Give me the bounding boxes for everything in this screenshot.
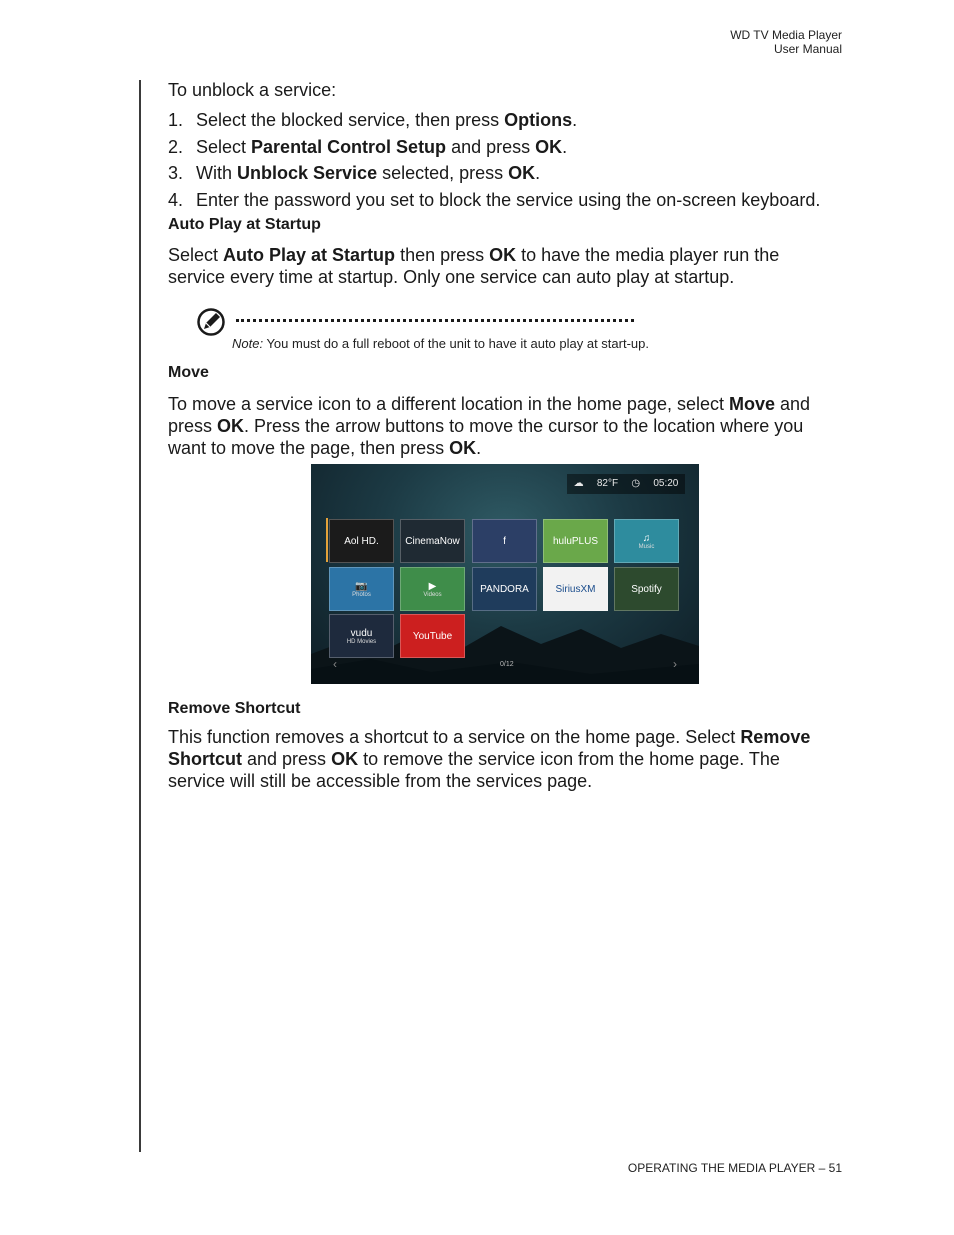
service-tile-label: PANDORA [480, 583, 529, 595]
weather-temp: 82°F [596, 478, 619, 489]
service-tile-label: 📷 [355, 580, 368, 592]
step-text: . [572, 110, 578, 130]
status-bar [567, 474, 685, 494]
service-tile[interactable] [400, 614, 465, 658]
chevron-left-icon[interactable]: ‹ [333, 657, 337, 671]
header-doc: User Manual [773, 42, 842, 56]
service-tile-caption: HD Movies [346, 638, 377, 645]
step-number: 1. [168, 110, 184, 130]
step-4 [168, 189, 838, 211]
page-indicator: 0/12 [500, 661, 514, 668]
step-text: and press [446, 136, 536, 157]
autoplay-paragraph: Select Auto Play at Startup then press OK to have the media player run the service every time at startup. Only one service can auto play at startup. [168, 245, 780, 287]
service-tile-label: SiriusXM [555, 583, 596, 595]
home-screen-screenshot [311, 464, 699, 684]
chevron-right-icon[interactable]: › [673, 657, 677, 671]
service-tile[interactable] [400, 567, 465, 611]
service-tile[interactable] [400, 519, 465, 563]
main-content [168, 78, 838, 792]
service-tile-label: CinemaNow [405, 535, 460, 547]
step-number: 2. [168, 136, 184, 157]
service-tile-caption: Music [638, 543, 655, 550]
move-paragraph: To move a service icon to a different location in the home page, select Move and press OK. Press the arrow buttons to move the cursor to the location where you want to move the page, then press OK. [168, 394, 811, 458]
step-bold: OK [535, 136, 563, 157]
step-2 [168, 136, 838, 158]
service-tile[interactable] [614, 567, 679, 611]
autoplay-heading: Auto Play at Startup [168, 216, 321, 233]
step-text: selected, press [377, 163, 509, 183]
clock-icon: ◷ [631, 478, 641, 489]
service-tile[interactable] [329, 567, 394, 611]
service-tile-label: ♫ [642, 532, 651, 544]
service-tile[interactable] [543, 567, 608, 611]
service-tile-label: Spotify [631, 583, 662, 595]
service-tile-label: Aol HD. [344, 535, 379, 547]
step-text: Select the blocked service, then press [196, 110, 505, 130]
weather-icon: ☁ [573, 478, 584, 489]
step-bold: Parental Control Setup [251, 136, 447, 157]
service-tile[interactable] [472, 567, 537, 611]
step-bold: Options [504, 110, 573, 130]
service-tile-label: huluPLUS [552, 535, 599, 547]
step-bold: Unblock Service [237, 163, 378, 183]
unblock-intro: To unblock a service: [168, 80, 337, 100]
page-header [730, 28, 842, 56]
step-text: With [196, 163, 238, 183]
step-bold: OK [508, 163, 536, 183]
page-footer: OPERATING THE MEDIA PLAYER – 51 [627, 1161, 842, 1175]
service-tile-label: vudu [350, 627, 373, 639]
service-tile-caption: Videos [423, 591, 442, 598]
step-3 [168, 162, 838, 184]
header-product: WD TV Media Player [730, 28, 842, 42]
service-tile-label: f [503, 535, 506, 547]
margin-rule [139, 80, 141, 1152]
note-text: Note: You must do a full reboot of the unit to have it auto play at start-up. [232, 336, 649, 351]
step-text: . [535, 163, 541, 183]
remove-paragraph: This function removes a shortcut to a service on the home page. Select Remove Shortcut and press OK to remove the service icon from the home page. The service will still be accessible from the services page. [168, 727, 811, 791]
service-tile[interactable] [614, 519, 679, 563]
step-text: Select [196, 136, 252, 157]
unblock-steps [168, 109, 838, 211]
step-number: 4. [168, 189, 184, 210]
note-pencil-icon [196, 307, 226, 337]
service-tile[interactable] [329, 519, 394, 563]
service-tile[interactable] [472, 519, 537, 563]
clock-time: 05:20 [653, 478, 679, 489]
service-tile-caption: Photos [352, 591, 371, 598]
service-tile-label: ▶ [428, 580, 437, 592]
service-tile[interactable] [329, 614, 394, 658]
step-1 [168, 109, 838, 131]
note-divider [236, 319, 634, 322]
service-tile[interactable] [543, 519, 608, 563]
step-text: . [562, 136, 568, 157]
remove-heading: Remove Shortcut [168, 700, 301, 717]
step-number: 3. [168, 163, 184, 183]
step-text: Enter the password you set to block the service using the on-screen keyboard. [196, 189, 821, 210]
service-tile-label: YouTube [412, 630, 453, 642]
move-heading: Move [168, 364, 209, 381]
